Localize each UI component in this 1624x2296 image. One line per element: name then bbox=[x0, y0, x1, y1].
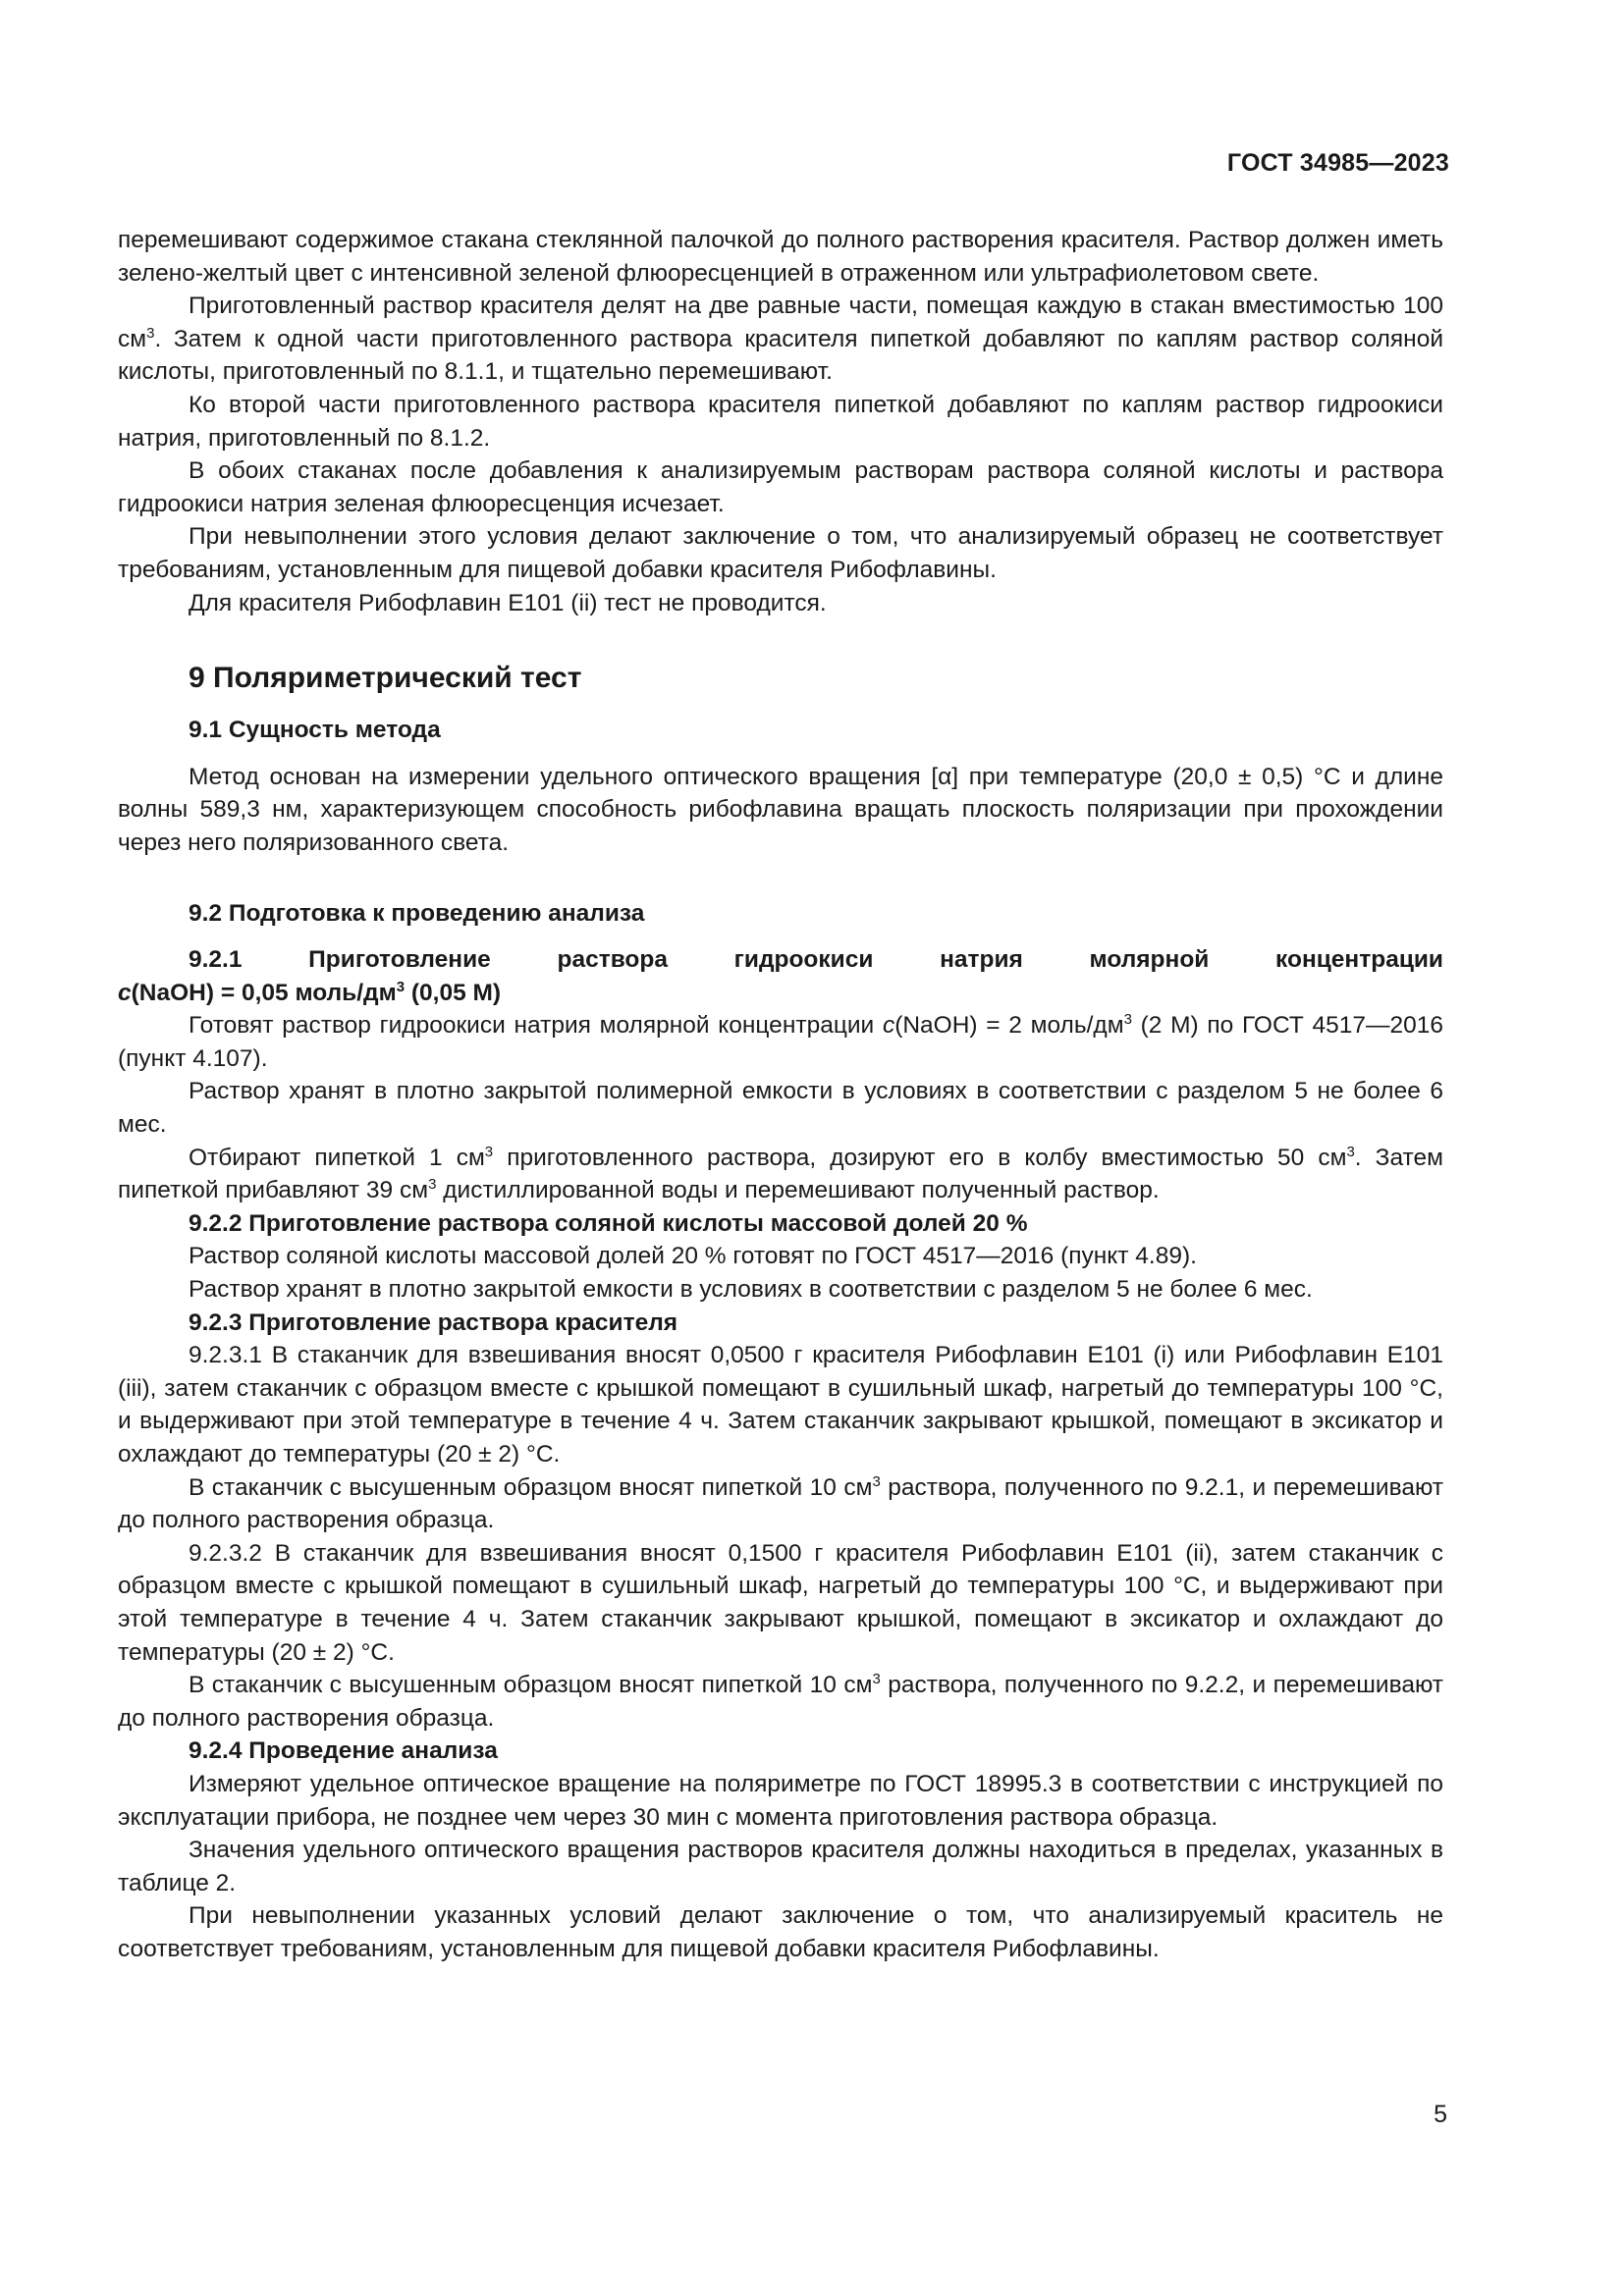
intro-paragraph-2: Приготовленный раствор красителя делят на две равные части, помещая каждую в стакан вместимостью 100 $см^3$. Затем к одной части приготовленного раствора красителя пипеткой добавляют по каплям раствор соляной кислоты, приготовленный по 8.1.1, и тщательно перемешивают. bbox=[118, 293, 1443, 386]
page-number: 5 bbox=[1434, 2101, 1447, 2128]
document-id-header: ГОСТ 34985—2023 bbox=[1226, 149, 1449, 177]
section-9-2-4-paragraph-1: Измеряют удельное оптическое вращение на поляриметре по ГОСТ 18995.3 в соответствии с инструкцией по эксплуатации прибора, не позднее чем через 30 мин с момента приготовления раствора образца. bbox=[118, 1770, 1443, 1831]
intro-paragraph-6: Для красителя Рибофлавин Е101 (ii) тест не проводится. bbox=[189, 589, 827, 616]
intro-paragraph-4: В обоих стаканах после добавления к анализируемым растворам раствора соляной кислоты и раствора гидроокиси натрия зеленая флюоресценция исчезает. bbox=[118, 457, 1443, 517]
intro-paragraph-5: При невыполнении этого условия делают заключение о том, что анализируемый образец не соответствует требованиям, установленным для пищевой добавки красителя Рибофлавины. bbox=[118, 523, 1443, 583]
document-body bbox=[118, 224, 1443, 1966]
section-9-2-1-heading-line2: с(NaOH) = 0,05 моль/$дм^3$ (0,05 М) bbox=[118, 978, 502, 1006]
section-9-2-2-paragraph-1: Раствор соляной кислоты массовой долей 20 % готовят по ГОСТ 4517—2016 (пункт 4.89). bbox=[189, 1243, 1197, 1270]
section-9-2-4-paragraph-2: Значения удельного оптического вращения растворов красителя должны находиться в пределах, указанных в таблице 2. bbox=[118, 1837, 1443, 1896]
section-9-2-1-paragraph-3: Отбирают пипеткой 1 $см^3$ приготовленного раствора, дозируют его в колбу вместимостью 50 $см^3$. Затем пипеткой прибавляют 39 $см^3$ дистиллированной воды и перемешивают полученный раствор. bbox=[118, 1143, 1443, 1204]
intro-paragraph-3: Ко второй части приготовленного раствора красителя пипеткой добавляют по каплям раствор гидроокиси натрия, приготовленный по 8.1.2. bbox=[118, 391, 1443, 452]
section-9-2-3-2-paragraph-2: В стаканчик с высушенным образцом вносят пипеткой 10 $см^3$ раствора, полученного по 9.2.2, и перемешивают до полного растворения образца. bbox=[118, 1671, 1443, 1732]
section-9-2-3-heading: 9.2.3 Приготовление раствора красителя bbox=[189, 1308, 678, 1336]
section-9-2-2-paragraph-2: Раствор хранят в плотно закрытой емкости в условиях в соответствии с разделом 5 не более 6 мес. bbox=[189, 1276, 1313, 1304]
section-9-2-3-1-paragraph-2: В стаканчик с высушенным образцом вносят пипеткой 10 $см^3$ раствора, полученного по 9.2.1, и перемешивают до полного растворения образца. bbox=[118, 1472, 1443, 1534]
section-9-2-1-paragraph-2: Раствор хранят в плотно закрытой полимерной емкости в условиях в соответствии с разделом 5 не более 6 мес. bbox=[118, 1078, 1443, 1139]
section-9-2-1-heading-line1: 9.2.1 Приготовление раствора гидроокиси натрия молярной концентрации bbox=[189, 946, 1443, 974]
section-9-2-3-2-paragraph-1: 9.2.3.2 В стаканчик для взвешивания вносят 0,1500 г красителя Рибофлавин Е101 (ii), затем стаканчик с образцом вместе с крышкой помещают в сушильный шкаф, нагретый до температуры 100 °С, и выдерживают при этой температуре в течение 4 ч. Затем стаканчик закрывают крышкой, помещают в эксикатор и охлаждают до температуры (20 ± 2) °С. bbox=[118, 1539, 1443, 1666]
section-9-2-3-1-paragraph-1: 9.2.3.1 В стаканчик для взвешивания вносят 0,0500 г красителя Рибофлавин Е101 (i) или Рибофлавин Е101 (iii), затем стаканчик с образцом вместе с крышкой помещают в сушильный шкаф, нагретый до температуры 100 °С, и выдерживают при этой температуре в течение 4 ч. Затем стаканчик закрывают крышкой, помещают в эксикатор и охлаждают до температуры (20 ± 2) °С. bbox=[118, 1342, 1443, 1468]
section-9-heading: 9 Поляриметрический тест bbox=[189, 662, 582, 695]
section-9-2-1-paragraph-1: Готовят раствор гидроокиси натрия молярной концентрации с(NaOH) = 2 моль/$дм^3$ (2 М) по ГОСТ 4517—2016 (пункт 4.107). bbox=[118, 1011, 1444, 1072]
section-9-2-heading: 9.2 Подготовка к проведению анализа bbox=[189, 899, 645, 927]
section-9-2-4-heading: 9.2.4 Проведение анализа bbox=[189, 1737, 498, 1765]
section-9-1-heading: 9.1 Сущность метода bbox=[189, 717, 441, 744]
intro-paragraph-1: перемешивают содержимое стакана стеклянной палочкой до полного растворения красителя. Раствор должен иметь зелено-желтый цвет с интенсивной зеленой флюоресценцией в отраженном или ультрафиолетовом свете. bbox=[118, 227, 1443, 287]
section-9-1-text: Метод основан на измерении удельного оптического вращения [α] при температуре (20,0 ± 0,5) °С и длине волны 589,3 нм, характеризующем способность рибофлавина вращать плоскость поляризации при прохождении через него поляризованного света. bbox=[118, 763, 1443, 856]
section-9-2-4-paragraph-3: При невыполнении указанных условий делают заключение о том, что анализируемый краситель не соответствует требованиям, установленным для пищевой добавки красителя Рибофлавины. bbox=[118, 1902, 1443, 1962]
section-9-2-2-heading: 9.2.2 Приготовление раствора соляной кислоты массовой долей 20 % bbox=[189, 1209, 1028, 1237]
